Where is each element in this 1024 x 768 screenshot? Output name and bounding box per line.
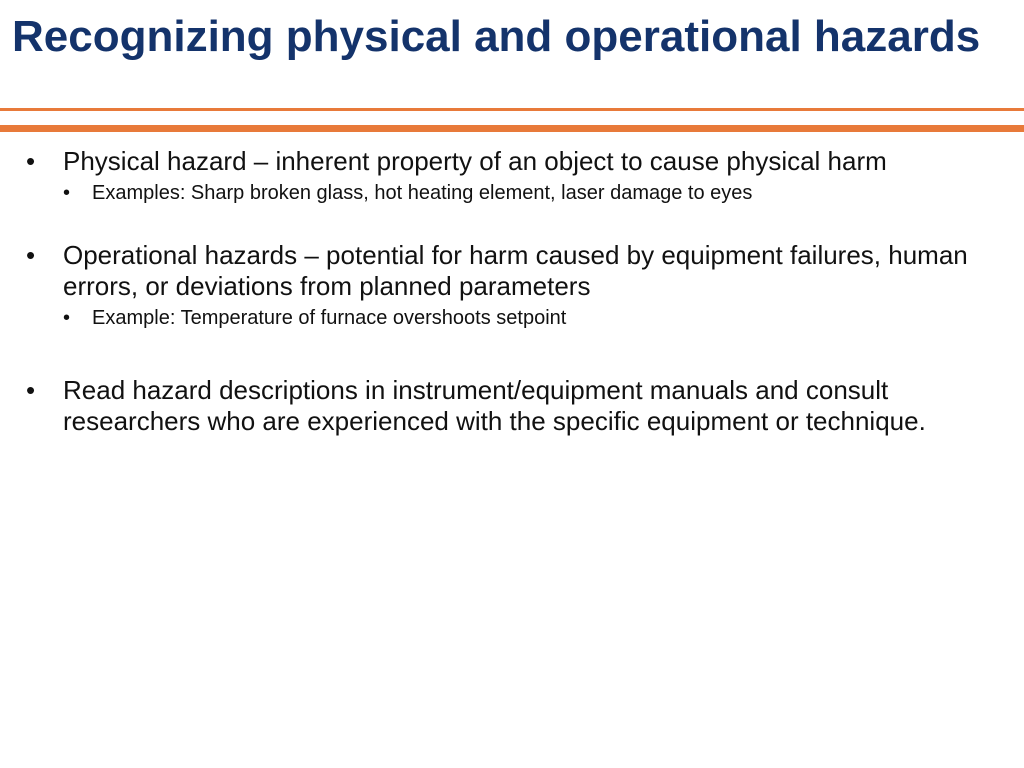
bullet-list bbox=[0, 146, 1000, 437]
bullet-item bbox=[0, 146, 1000, 206]
bullet-text: Operational hazards – potential for harm caused by equipment failures, human errors, or deviations from planned parameters bbox=[63, 240, 968, 301]
slide-title: Recognizing physical and operational hazards bbox=[12, 12, 981, 61]
bullet-item bbox=[0, 375, 1000, 437]
sub-bullet-item: • Example: Temperature of furnace overshoots setpoint bbox=[63, 305, 1000, 331]
sub-bullet-item: • Examples: Sharp broken glass, hot heating element, laser damage to eyes bbox=[63, 180, 1000, 206]
bullet-item bbox=[0, 240, 1000, 331]
bullet-text: Read hazard descriptions in instrument/equipment manuals and consult researchers who are experienced with the specific equipment or technique. bbox=[63, 375, 926, 436]
title-divider-thick bbox=[0, 125, 1024, 132]
sub-bullet-list bbox=[63, 305, 1000, 331]
sub-bullet-list bbox=[63, 180, 1000, 206]
title-divider-thin bbox=[0, 108, 1024, 111]
bullet-text: Physical hazard – inherent property of an object to cause physical harm bbox=[63, 146, 887, 176]
